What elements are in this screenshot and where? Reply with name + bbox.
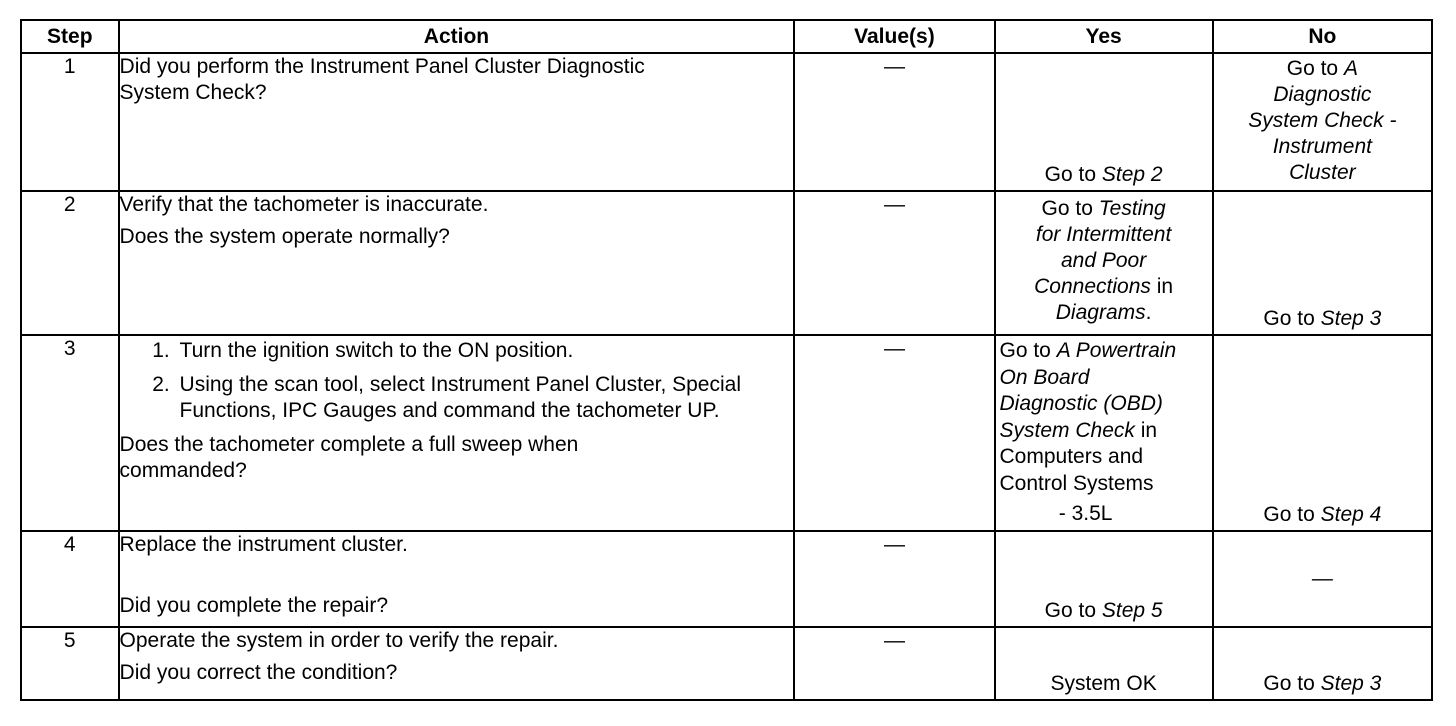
no-cell xyxy=(1213,531,1432,627)
action-question: Does the tachometer complete a full sweep when xyxy=(119,433,579,456)
yes-cell xyxy=(995,53,1213,191)
yes-text: - 3.5L xyxy=(1058,502,1113,525)
header-step: Step xyxy=(21,20,119,53)
action-cell xyxy=(119,531,795,627)
no-link[interactable]: Step 3 xyxy=(1320,307,1382,330)
yes-suffix: in xyxy=(1134,418,1158,442)
table-row xyxy=(21,627,1432,700)
header-yes: Yes xyxy=(995,20,1213,53)
step-number: 3 xyxy=(21,335,119,531)
yes-text: Control Systems xyxy=(999,471,1154,495)
action-text: System Check? xyxy=(119,81,267,104)
action-text: Replace the instrument cluster. xyxy=(119,533,408,556)
step-number: 5 xyxy=(21,627,119,700)
no-prefix: Go to xyxy=(1263,672,1321,695)
step-number: 4 xyxy=(21,531,119,627)
yes-link[interactable]: and Poor xyxy=(1061,249,1147,272)
value-cell: — xyxy=(794,191,994,335)
action-cell xyxy=(119,53,795,191)
action-text: Does the system operate normally? xyxy=(119,225,450,248)
action-cell xyxy=(119,191,795,335)
no-link[interactable]: Step 4 xyxy=(1320,503,1382,526)
no-prefix: Go to xyxy=(1263,307,1321,330)
step-number: 2 xyxy=(21,191,119,335)
action-question: commanded? xyxy=(119,459,247,482)
action-steps xyxy=(120,338,794,424)
no-text: — xyxy=(1311,567,1333,590)
value-cell: — xyxy=(794,335,994,531)
no-prefix: Go to xyxy=(1263,503,1321,526)
yes-cell xyxy=(995,191,1213,335)
table-row xyxy=(21,191,1432,335)
no-cell xyxy=(1213,53,1432,191)
no-link[interactable]: Cluster xyxy=(1289,161,1356,184)
yes-link[interactable]: Connections xyxy=(1034,275,1151,298)
action-text: Verify that the tachometer is inaccurate. xyxy=(119,193,489,216)
value-cell: — xyxy=(794,53,994,191)
action-step-item: 2. Using the scan tool, select Instrument Panel Cluster, Special Functions, IPC Gauges and command the tachometer UP. xyxy=(176,372,794,424)
header-action: Action xyxy=(119,20,795,53)
value-cell: — xyxy=(794,627,994,700)
yes-text: Computers and xyxy=(999,445,1144,468)
yes-cell xyxy=(995,627,1213,700)
value-cell: — xyxy=(794,531,994,627)
action-text: Operate the system in order to verify the repair. xyxy=(119,629,559,652)
yes-link[interactable]: Step 5 xyxy=(1101,599,1163,622)
action-cell xyxy=(119,627,795,700)
header-row xyxy=(21,20,1432,53)
yes-prefix: Go to xyxy=(1041,197,1099,220)
yes-link[interactable]: Testing xyxy=(1098,197,1166,220)
yes-link[interactable]: for Intermittent xyxy=(1035,223,1172,246)
no-link[interactable]: Instrument xyxy=(1272,135,1372,158)
action-text: Did you correct the condition? xyxy=(119,661,398,684)
table-row xyxy=(21,335,1432,531)
no-link[interactable]: Diagnostic xyxy=(1273,83,1372,106)
no-cell xyxy=(1213,627,1432,700)
yes-link[interactable]: System Check xyxy=(999,418,1135,442)
step-number: 1 xyxy=(21,53,119,191)
action-step-item: 1. Turn the ignition switch to the ON position. xyxy=(176,338,794,364)
yes-link[interactable]: Diagrams xyxy=(1055,301,1146,324)
yes-prefix: Go to xyxy=(999,339,1057,362)
yes-text: System OK xyxy=(1050,672,1157,695)
action-text: Did you complete the repair? xyxy=(119,594,389,617)
yes-prefix: Go to xyxy=(1044,163,1102,186)
yes-link[interactable]: On Board xyxy=(999,365,1090,389)
action-text: Did you perform the Instrument Panel Cluster Diagnostic xyxy=(119,55,645,78)
yes-link[interactable]: Diagnostic (OBD) xyxy=(999,392,1163,415)
header-values: Value(s) xyxy=(794,20,994,53)
no-link[interactable]: A xyxy=(1343,57,1358,80)
no-cell xyxy=(1213,191,1432,335)
table-row xyxy=(21,531,1432,627)
yes-link[interactable]: Step 2 xyxy=(1101,163,1163,186)
yes-suffix: in xyxy=(1150,275,1174,298)
header-no: No xyxy=(1213,20,1432,53)
yes-cell xyxy=(995,531,1213,627)
yes-link[interactable]: A Powertrain xyxy=(1056,339,1177,362)
no-link[interactable]: Step 3 xyxy=(1320,672,1382,695)
no-link[interactable]: System Check - xyxy=(1248,109,1397,132)
action-cell xyxy=(119,335,795,531)
table-row xyxy=(21,53,1432,191)
no-cell xyxy=(1213,335,1432,531)
yes-prefix: Go to xyxy=(1044,599,1102,622)
diagnostic-table xyxy=(20,19,1433,701)
yes-end: . xyxy=(1145,301,1152,324)
yes-cell xyxy=(995,335,1213,531)
no-prefix: Go to xyxy=(1286,57,1344,80)
